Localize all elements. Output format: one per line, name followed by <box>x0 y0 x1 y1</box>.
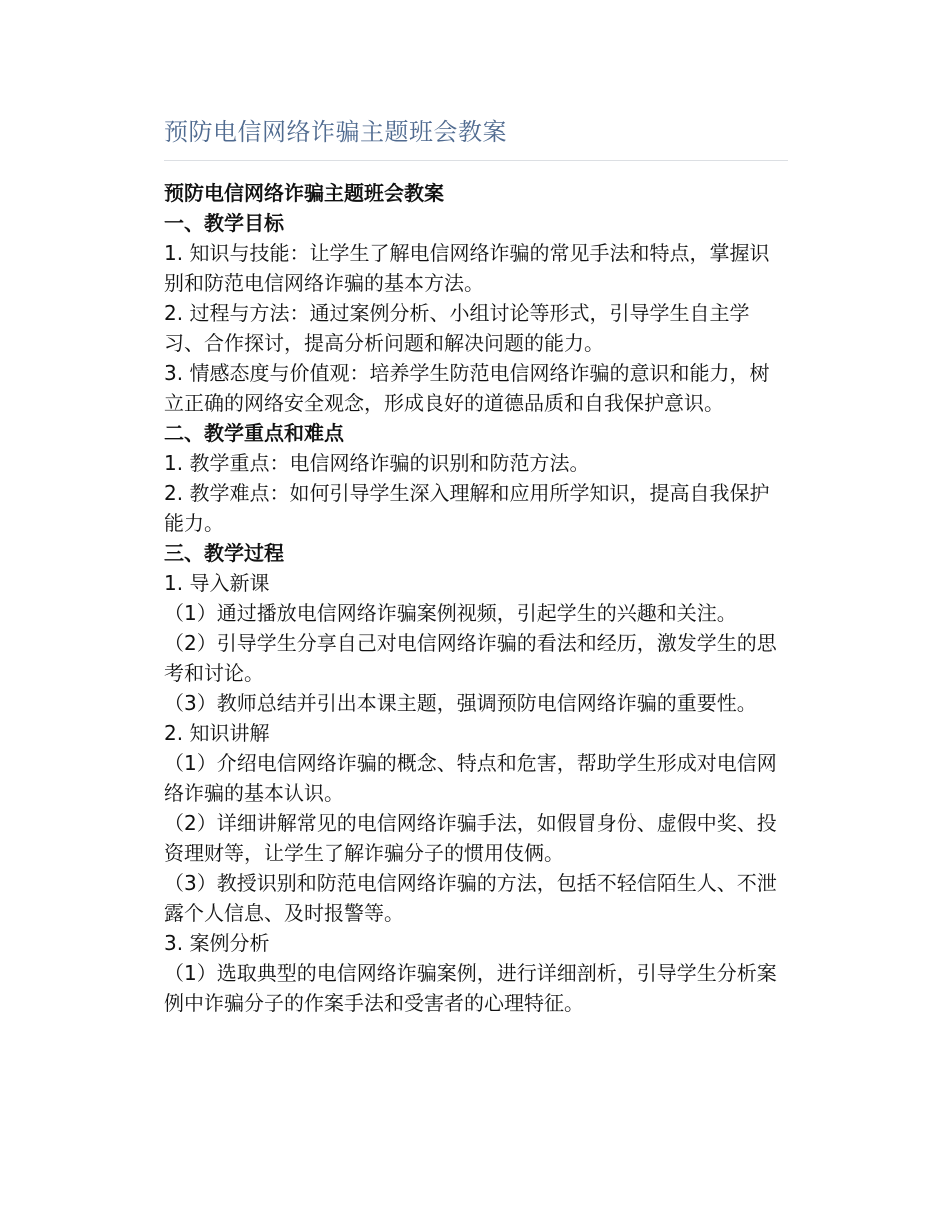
paragraph: （3）教师总结并引出本课主题，强调预防电信网络诈骗的重要性。 <box>164 691 757 715</box>
subsection-heading: 3. 案例分析 <box>164 931 270 955</box>
subsection-heading: 1. 导入新课 <box>164 571 270 595</box>
paragraph: 2. 过程与方法：通过案例分析、小组讨论等形式，引导学生自主学习、合作探讨，提高分析问题和解决问题的能力。 <box>164 301 750 355</box>
paragraph: 3. 情感态度与价值观：培养学生防范电信网络诈骗的意识和能力，树立正确的网络安全观念，形成良好的道德品质和自我保护意识。 <box>164 361 770 415</box>
title-divider <box>164 160 788 161</box>
page-title: 预防电信网络诈骗主题班会教案 <box>164 118 507 146</box>
paragraph: （2）详细讲解常见的电信网络诈骗手法，如假冒身份、虚假中奖、投资理财等，让学生了解诈骗分子的惯用伎俩。 <box>164 811 777 865</box>
paragraph: 1. 知识与技能：让学生了解电信网络诈骗的常见手法和特点，掌握识别和防范电信网络诈骗的基本方法。 <box>164 241 770 295</box>
paragraph: （3）教授识别和防范电信网络诈骗的方法，包括不轻信陌生人、不泄露个人信息、及时报警等。 <box>164 871 777 925</box>
paragraph: （1）选取典型的电信网络诈骗案例，进行详细剖析，引导学生分析案例中诈骗分子的作案手法和受害者的心理特征。 <box>164 961 777 1015</box>
document-heading: 预防电信网络诈骗主题班会教案 <box>164 181 444 205</box>
paragraph: （1）通过播放电信网络诈骗案例视频，引起学生的兴趣和关注。 <box>164 601 737 625</box>
section-heading-key-points: 二、教学重点和难点 <box>164 421 344 445</box>
paragraph: 1. 教学重点：电信网络诈骗的识别和防范方法。 <box>164 451 590 475</box>
paragraph: （1）介绍电信网络诈骗的概念、特点和危害，帮助学生形成对电信网络诈骗的基本认识。 <box>164 751 777 805</box>
document-body <box>164 178 788 1018</box>
paragraph: （2）引导学生分享自己对电信网络诈骗的看法和经历，激发学生的思考和讨论。 <box>164 631 777 685</box>
section-heading-process: 三、教学过程 <box>164 541 284 565</box>
section-heading-objectives: 一、教学目标 <box>164 211 284 235</box>
paragraph: 2. 教学难点：如何引导学生深入理解和应用所学知识，提高自我保护能力。 <box>164 481 770 535</box>
subsection-heading: 2. 知识讲解 <box>164 721 270 745</box>
